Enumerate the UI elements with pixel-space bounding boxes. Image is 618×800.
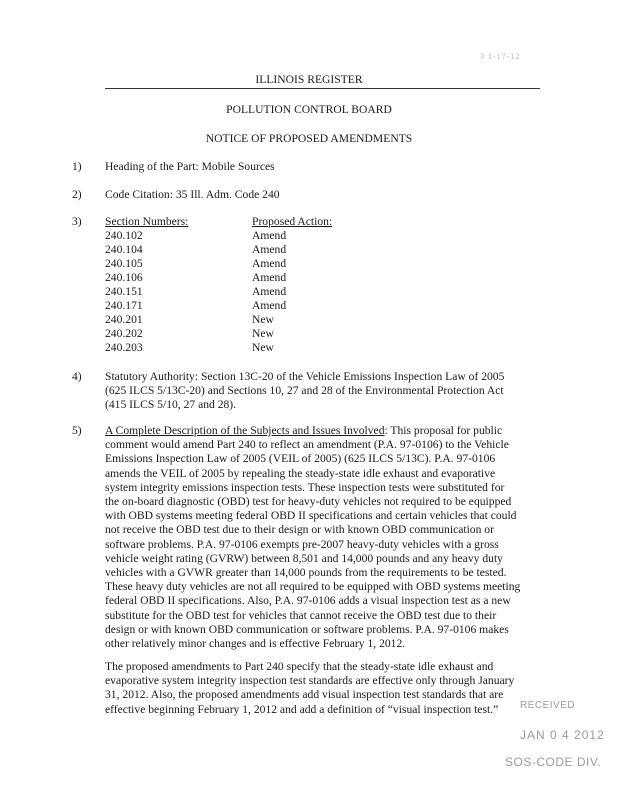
stamp-date: JAN 0 4 2012 [520, 728, 605, 742]
text-line: effective beginning February 1, 2012 and add a definition of “visual inspection test.” [105, 702, 499, 716]
item-4-number: 4) [72, 370, 82, 383]
section-number: 240.171 [105, 299, 143, 312]
item-1-number: 1) [72, 160, 82, 173]
proposed-action: Amend [252, 243, 287, 256]
statutory-authority [105, 370, 537, 413]
section-number: 240.202 [105, 327, 143, 340]
text-line: (625 ILCS 5/13C-20) and Sections 10, 27 and 28 of the Environmental Protection Act [105, 384, 504, 398]
text-line: federal OBD II specifications. Also, P.A. 97-0106 adds a visual inspection test as a new [105, 594, 511, 608]
description-first-line: : This proposal for public [384, 424, 503, 437]
text-line: amends the VEIL of 2005 by repealing the steady-state idle exhaust and evaporative [105, 466, 496, 480]
text-line: the on-board diagnostic (OBD) test for heavy-duty vehicles not required to be equipped [105, 495, 512, 509]
item-2-number: 2) [72, 188, 82, 201]
proposed-action: New [252, 341, 274, 354]
stamp-received: RECEIVED [520, 700, 576, 711]
section-number: 240.201 [105, 313, 143, 326]
proposed-action: New [252, 313, 274, 326]
item-3-number: 3) [72, 215, 82, 228]
section-number: 240.151 [105, 285, 143, 298]
description-heading: A Complete Description of the Subjects and Issues Involved [105, 424, 385, 437]
section-numbers-column [105, 215, 188, 355]
proposed-action: Amend [252, 257, 287, 270]
section-number: 240.105 [105, 257, 143, 270]
text-line: with OBD systems meeting federal OBD II specifications and certain vehicles that could [105, 509, 517, 523]
notice-title: NOTICE OF PROPOSED AMENDMENTS [205, 132, 413, 145]
description-paragraph-2 [105, 660, 537, 717]
text-line [105, 424, 537, 438]
text-line: software problems. P.A. 97-0106 exempts pre-2007 heavy-duty vehicles with a gross [105, 537, 499, 551]
text-line: vehicle weight rating (GVRW) between 8,501 and 14,000 pounds and any heavy duty [105, 551, 503, 565]
proposed-action: New [252, 327, 274, 340]
section-number: 240.104 [105, 243, 143, 256]
board-name: POLLUTION CONTROL BOARD [226, 103, 392, 116]
header-rule [105, 88, 540, 89]
text-line: design or with known OBD communication or software problems. P.A. 97-0106 makes [105, 622, 509, 636]
proposed-action: Amend [252, 271, 287, 284]
text-line: 31, 2012. Also, the proposed amendments add visual inspection test standards that are [105, 688, 504, 702]
stamp-division: SOS-CODE DIV. [505, 755, 602, 769]
text-line: The proposed amendments to Part 240 specify that the steady-state idle exhaust and [105, 660, 494, 673]
text-line: These heavy duty vehicles are not all required to be equipped with OBD systems meeting [105, 580, 521, 594]
item-2-code-citation: Code Citation: 35 Ill. Adm. Code 240 [105, 188, 280, 201]
text-line: Statutory Authority: Section 13C-20 of the Vehicle Emissions Inspection Law of 2005 [105, 370, 505, 383]
section-numbers-header: Section Numbers: [105, 215, 189, 228]
text-line: vehicles with a GVWR greater than 14,000 pounds from the requirements to be tested. [105, 566, 507, 580]
section-number: 240.106 [105, 271, 143, 284]
text-line: not receive the OBD test due to their design or with known OBD communication or [105, 523, 494, 537]
text-line: evaporative system integrity inspection test standards are effective only through January [105, 674, 515, 688]
page-identifier: 3 1-17-12 [480, 52, 521, 61]
description-paragraph [105, 424, 537, 651]
text-line: (415 ILCS 5/10, 27 and 28). [105, 398, 237, 412]
text-line: other relatively minor changes and is effective February 1, 2012. [105, 637, 406, 651]
proposed-action: Amend [252, 229, 287, 242]
proposed-action-header: Proposed Action: [252, 215, 333, 228]
item-1-heading: Heading of the Part: Mobile Sources [105, 160, 275, 173]
text-line: system integrity emissions inspection tests. These inspection tests were substituted for [105, 480, 505, 494]
register-title: ILLINOIS REGISTER [255, 73, 363, 86]
proposed-action: Amend [252, 299, 287, 312]
text-line: substitute for the OBD test for vehicles that cannot receive the OBD test due to their [105, 608, 497, 622]
proposed-action-column [252, 215, 332, 355]
text-line: Emissions Inspection Law of 2005 (VEIL of 2005) (625 ILCS 5/13C). P.A. 97-0106 [105, 452, 496, 466]
section-number: 240.203 [105, 341, 143, 354]
text-line: comment would amend Part 240 to reflect an amendment (P.A. 97-0106) to the Vehicle [105, 438, 509, 452]
proposed-action: Amend [252, 285, 287, 298]
section-number: 240.102 [105, 229, 143, 242]
item-5-number: 5) [72, 424, 82, 437]
